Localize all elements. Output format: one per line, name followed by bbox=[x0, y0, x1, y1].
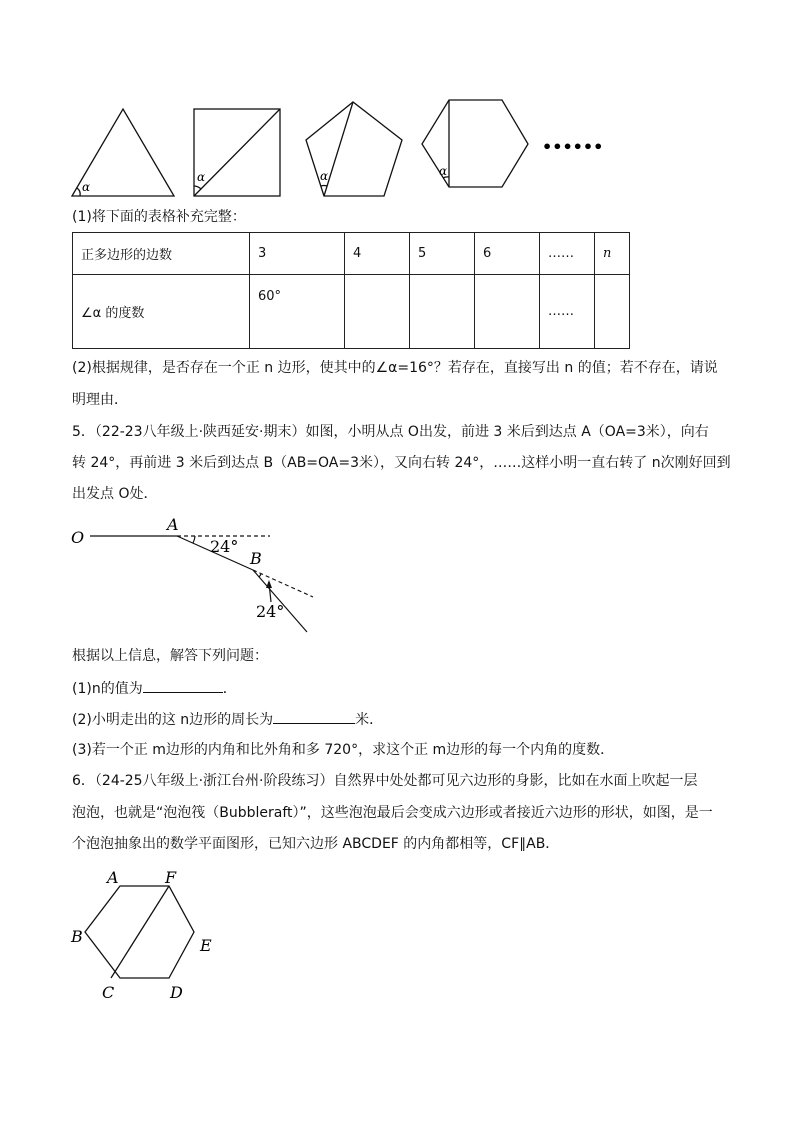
label-B: B bbox=[250, 549, 262, 568]
square-angle-arc bbox=[194, 186, 201, 189]
q4-part1-text: (1)将下面的表格补充完整： bbox=[72, 209, 246, 225]
q6-line3: 个泡泡抽象出的数学平面图形，已知六边形 ABCDEF 的内角都相等，CF∥AB． bbox=[72, 836, 560, 852]
table-cell: 60° bbox=[250, 275, 345, 349]
pentagon-alpha-label: α bbox=[320, 169, 329, 183]
q5-sub2-prefix: (2)小明走出的这 n边形的周长为 bbox=[72, 712, 274, 728]
table-header-sides: 正多边形的边数 bbox=[73, 233, 250, 275]
square-alpha-label: α bbox=[197, 170, 206, 184]
angle-arc-B bbox=[259, 574, 261, 577]
table-cell[interactable] bbox=[475, 275, 540, 349]
triangle-alpha-label: α bbox=[82, 180, 91, 194]
answer-blank-perimeter[interactable] bbox=[273, 709, 355, 724]
label-B: B bbox=[71, 927, 83, 946]
table-cell[interactable] bbox=[595, 275, 630, 349]
table-cell: …… bbox=[540, 233, 595, 275]
table-row bbox=[73, 275, 630, 349]
table-cell: 3 bbox=[250, 233, 345, 275]
q5-line3: 出发点 O处． bbox=[72, 486, 158, 502]
table-row bbox=[73, 233, 630, 275]
walking-path-figure bbox=[60, 510, 340, 635]
pentagon-diagonal bbox=[324, 102, 353, 196]
label-angle1: 24° bbox=[210, 537, 239, 556]
q5-sub2-suffix: 米． bbox=[355, 712, 384, 728]
q5-intro: 根据以上信息，解答下列问题： bbox=[72, 648, 268, 664]
q5-sub1 bbox=[72, 678, 237, 699]
q6-line2: 泡泡，也就是“泡泡筏（Bubbleraft）”，这些泡泡最后会变成六边形或者接近六边形的形状，如图，是一 bbox=[72, 805, 713, 821]
table-cell[interactable] bbox=[345, 275, 410, 349]
table-cell: n bbox=[595, 233, 630, 275]
segment-next bbox=[253, 570, 307, 632]
q5-line1: 5．（22-23八年级上·陕西延安·期末）如图，小明从点 O出发，前进 3 米后到达点 A（OA=3米），向右 bbox=[72, 424, 709, 440]
table-cell: 5 bbox=[410, 233, 475, 275]
table-cell: 4 bbox=[345, 233, 410, 275]
label-C: C bbox=[102, 983, 115, 1002]
square-diagonal bbox=[194, 109, 280, 196]
label-E: E bbox=[200, 936, 212, 955]
label-O: O bbox=[71, 528, 85, 547]
answer-table bbox=[72, 232, 630, 349]
table-cell: …… bbox=[540, 275, 595, 349]
hexagon-alpha-label: α bbox=[439, 164, 448, 178]
arrow-head bbox=[266, 580, 272, 588]
label-F: F bbox=[165, 868, 177, 887]
table-cell[interactable] bbox=[410, 275, 475, 349]
label-A: A bbox=[107, 868, 119, 887]
q5-sub2 bbox=[72, 709, 383, 730]
q4-part2-line1: (2)根据规律，是否存在一个正 n 边形，使其中的∠α=16°？若存在，直接写出 n 的值；若不存在，请说 bbox=[72, 360, 718, 376]
q5-line2: 转 24°，再前进 3 米后到达点 B（AB=OA=3米），又向右转 24°，……这样小明一直右转了 n次刚好回到 bbox=[72, 455, 731, 471]
extension-B bbox=[253, 570, 313, 597]
q6-line1: 6．（24-25八年级上·浙江台州·阶段练习）自然界中处处都可见六边形的身影，比如在水面上吹起一层 bbox=[72, 773, 698, 789]
table-cell: 6 bbox=[475, 233, 540, 275]
label-angle2: 24° bbox=[256, 602, 285, 621]
q4-part2-line2: 明理由． bbox=[72, 392, 128, 408]
hexagon-shape bbox=[422, 100, 528, 187]
triangle-angle-arc bbox=[77, 188, 80, 196]
angle-arc-A bbox=[193, 536, 195, 543]
q5-sub3: (3)若一个正 m边形的内角和比外角和多 720°，求这个正 m边形的每一个内角的度数． bbox=[72, 742, 615, 758]
q5-sub1-prefix: (1)n的值为 bbox=[72, 681, 143, 697]
label-A: A bbox=[167, 515, 179, 534]
ellipsis-dots: •••••• bbox=[542, 137, 604, 156]
table-header-angle: ∠α 的度数 bbox=[73, 275, 250, 349]
label-D: D bbox=[170, 983, 183, 1002]
polygons-figure bbox=[60, 90, 620, 202]
segment-CF bbox=[111, 886, 169, 978]
answer-blank-n[interactable] bbox=[143, 678, 223, 693]
hexagon-ABCDEF-figure bbox=[60, 862, 230, 1002]
q5-sub1-suffix: ． bbox=[222, 681, 237, 697]
